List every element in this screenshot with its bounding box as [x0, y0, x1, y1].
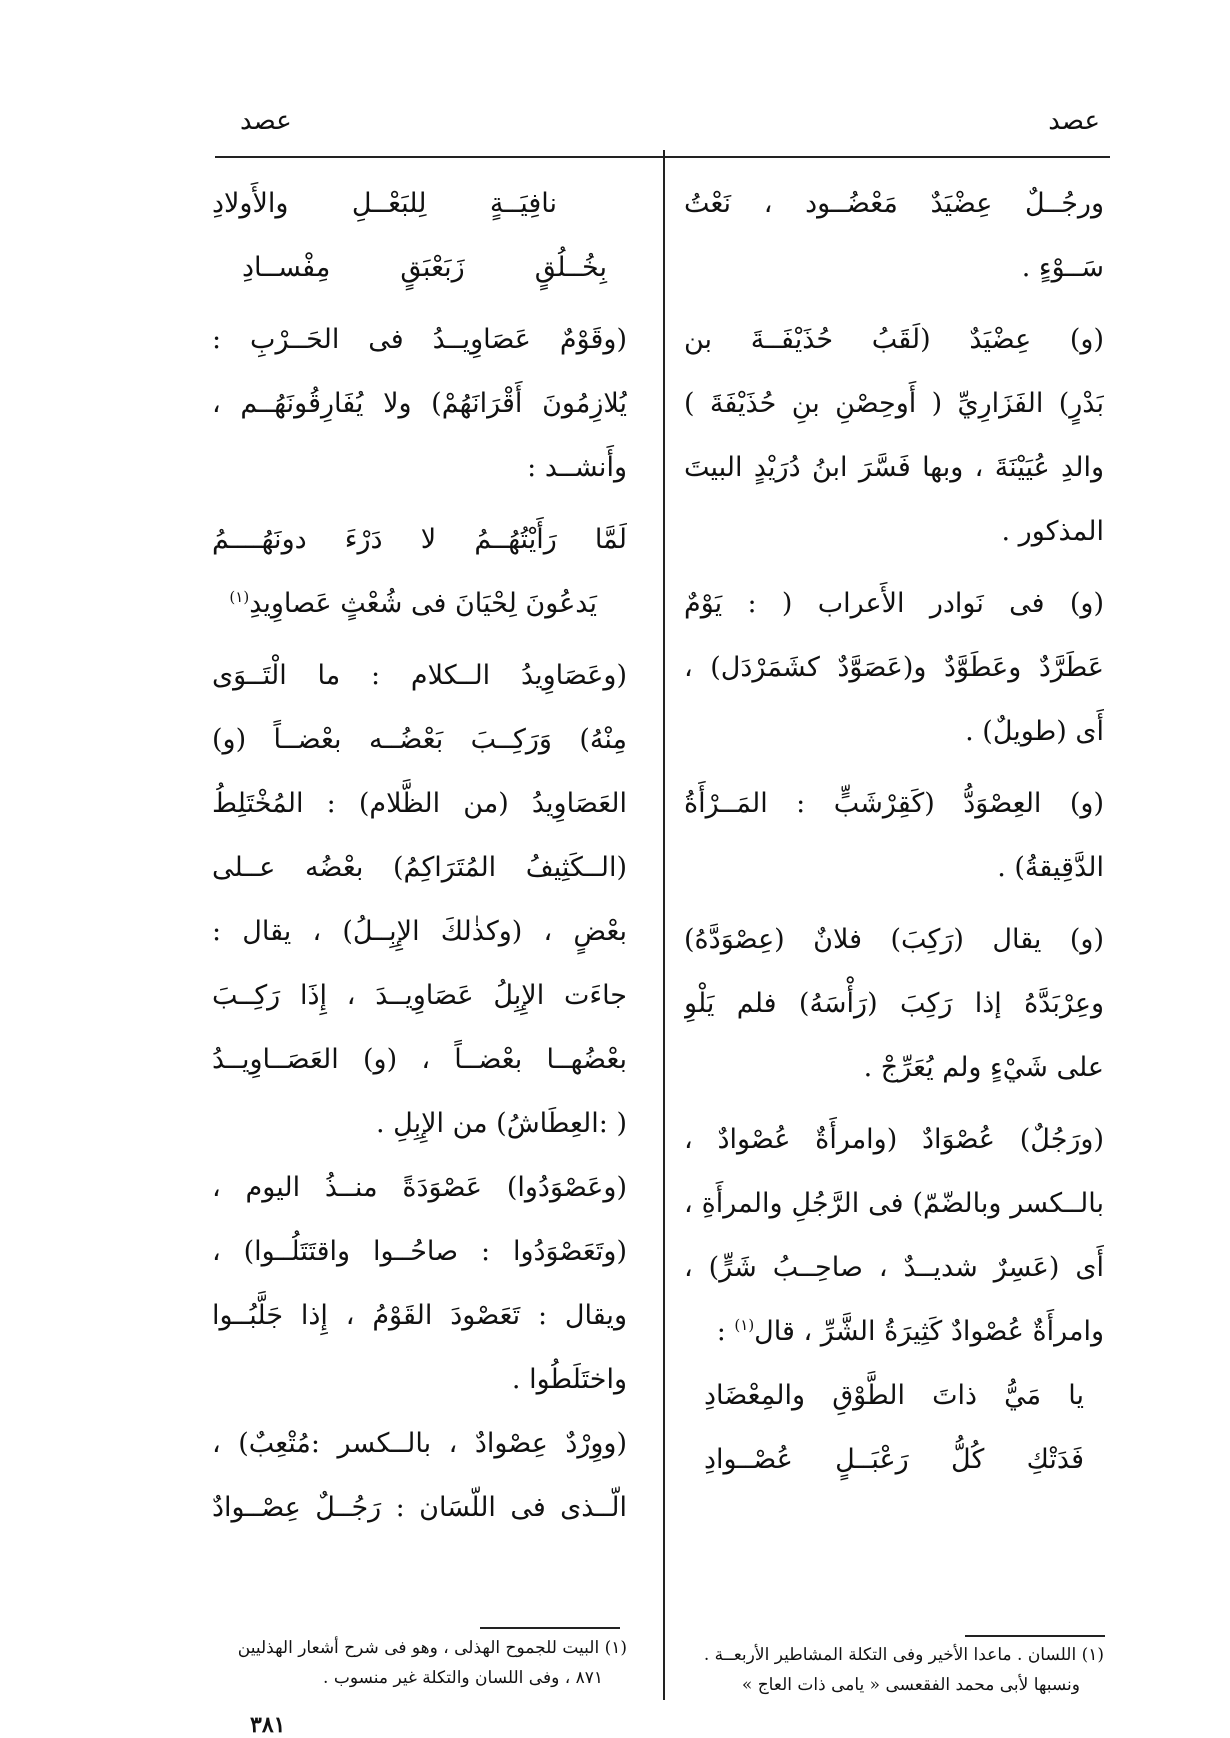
header-right-word: عصد: [1048, 106, 1100, 136]
right-line-5: والدِ عُيَيْنَةَ ، وبها فَسَّرَ ابنُ دُرَيْدٍ البيتَ: [684, 452, 1104, 483]
right-line-7: (و) فى نَوادر الأَعراب ( : يَوْمٌ: [684, 588, 1104, 619]
right-line-18-text: وامرأَةٌ عُصْوادٌ كَثِيرَةُ الشَّرِّ ، قال: [754, 1316, 1104, 1347]
left-line-12: بعْضٍ ، (وكذٰلكَ الإِبِــلُ) ، يقال :: [212, 916, 627, 947]
left-verse-1: نافِيَــةٍ لِلبَعْــلِ والأَولادِ: [212, 188, 557, 219]
left-verse-4: [212, 572, 627, 636]
footnote-marker: (١): [229, 588, 250, 606]
right-line-17: أَى (عَسِرٌ شديــدٌ ، صاحِــبُ شَرٍّ) ،: [684, 1252, 1104, 1283]
left-line-3: (وقَوْمٌ عَصَاوِيــدُ فى الحَــرْبِ :: [212, 324, 627, 355]
footnote-left: [212, 1633, 627, 1693]
left-verse-3: لَمَّا رَأَيْتُهُــمُ لا دَرْءَ دونَهُــــمُ: [212, 524, 627, 555]
footnote-left-line-1: (١) البيت للجموح الهذلى ، وهو فى شرح أشعار الهذليين: [237, 1638, 627, 1658]
left-line-18: ويقال : تَعَصْودَ القَوْمُ ، إِذا جَلَّبُــوا: [212, 1300, 627, 1331]
right-verse-1: يا مَيُّ ذاتَ الطَّوْقِ والمِعْضَادِ: [704, 1380, 1084, 1411]
colon: :: [716, 1316, 726, 1347]
right-column: [684, 172, 1104, 1492]
left-line-11: (الــكَثِيفُ المُتَرَاكِمُ) بعْضُه عــلى: [212, 852, 627, 883]
left-line-4: يُلازِمُونَ أَقْرَانَهُمْ) ولا يُفَارِقُونَهُــم ،: [212, 388, 627, 419]
left-line-5: وأَنشــد :: [527, 452, 627, 483]
header-left-word: عصد: [240, 106, 292, 136]
left-line-10: العَصَاوِيدُ (من الظَّلام) : المُخْتَلِطُ: [212, 788, 627, 819]
left-line-17: (وتَعَصْوَدُوا : صاحُــوا واقتَتَلُــوا) ،: [212, 1236, 627, 1267]
right-line-13: وعِرْبَدَّهُ إذا رَكِبَ (رَأْسَهُ) فلم يَلْوِ: [684, 988, 1104, 1019]
right-line-12: (و) يقال (رَكِبَ) فلانٌ (عِصْوَدَّهُ): [684, 924, 1104, 955]
footnote-rule-left: [480, 1627, 620, 1629]
page-number: ٣٨١: [250, 1712, 286, 1738]
right-verse-2: فَدَتْكِ كُلُّ رَعْبَــلٍ عُصْــوادِ: [704, 1444, 1084, 1475]
left-line-20: (ووِرْدٌ عِصْوادٌ ، بالــكسر :مُتْعِبٌ) ،: [212, 1428, 627, 1459]
right-line-9: أَى (طويلٌ) .: [965, 716, 1104, 747]
footnote-right-line-1: (١) اللسان . ماعدا الأخير وفى التكلة المشاطير الأربعــة .: [703, 1645, 1104, 1665]
right-line-6: المذكور .: [1001, 516, 1104, 547]
right-line-1: ورجُــلٌ عِضْيَدٌ مَعْضُــود ، نَعْتُ: [684, 188, 1104, 219]
left-line-15: ( :العِطَاشُ) من الإِبِلِ .: [375, 1108, 627, 1139]
footnote-marker: (١): [734, 1316, 755, 1334]
right-line-2: سَــوْءٍ .: [1021, 252, 1104, 283]
left-line-8: (وعَصَاوِيدُ الــكلام : ما الْتَــوَى: [212, 660, 627, 691]
right-line-15: (ورَجُلٌ) عُصْوَادٌ (وامرأَةٌ عُصْوادٌ ،: [684, 1124, 1104, 1155]
left-verse-4-text: يَدعُونَ لِحْيَانَ فى شُعْثٍ عَصاوِيدِ: [249, 588, 597, 619]
left-verse-2: بِخُــلُقٍ زَبَعْبَقٍ مِفْســادِ: [242, 252, 607, 283]
right-line-10: (و) العِصْوَدُّ (كَقِرْشَبٍّ : المَــرْأَةُ: [684, 788, 1104, 819]
footnote-right-line-2: ونسبها لأبى محمد الفقعسى « يامى ذات العاج »: [741, 1675, 1080, 1695]
column-divider: [663, 150, 665, 1700]
footnote-right: [684, 1640, 1104, 1700]
right-line-18: [684, 1300, 1104, 1364]
footnote-rule-right: [965, 1635, 1105, 1637]
left-line-19: واختَلَطُوا .: [511, 1364, 627, 1395]
right-line-14: على شَيْءٍ ولم يُعَرِّجْ .: [863, 1052, 1104, 1083]
left-line-14: بعْضُهــا بعْضــاً ، (و) العَصَــاوِيــدُ: [212, 1044, 627, 1075]
right-line-3: (و) عِضْيَدٌ (لَقَبُ حُذَيْفَــةَ بن: [684, 324, 1104, 355]
left-line-21: الّــذى فى اللّسَان : رَجُــلٌ عِصْــوادٌ: [212, 1492, 627, 1523]
left-line-9: مِنْهُ) وَرَكِــبَ بَعْضُــه بعْضــاً (و): [212, 724, 627, 755]
right-line-4: بَدْرٍ) الفَزَارِيِّ ( أَوحِصْنِ بنِ حُذَيْفَةَ ): [684, 388, 1104, 419]
right-line-8: عَطَرَّدٌ وعَطَوَّدٌ و(عَصَوَّدٌ كشَمَرْدَل) ،: [684, 652, 1104, 683]
right-line-16: بالــكسر وبالضّمّ) فى الرَّجُلِ والمرأَةِ ،: [684, 1188, 1104, 1219]
left-column: [212, 172, 627, 1540]
footnote-left-line-2: ٨٧١ ، وفى اللسان والتكلة غير منسوب .: [323, 1668, 603, 1688]
right-line-11: الدَّقِيقةُ) .: [997, 852, 1104, 883]
left-line-13: جاءَت الإِبِلُ عَصَاوِيــدَ ، إِذَا رَكِــبَ: [212, 980, 627, 1011]
left-line-16: (وعَصْوَدُوا) عَصْوَدَةً منــذُ اليوم ،: [212, 1172, 627, 1203]
